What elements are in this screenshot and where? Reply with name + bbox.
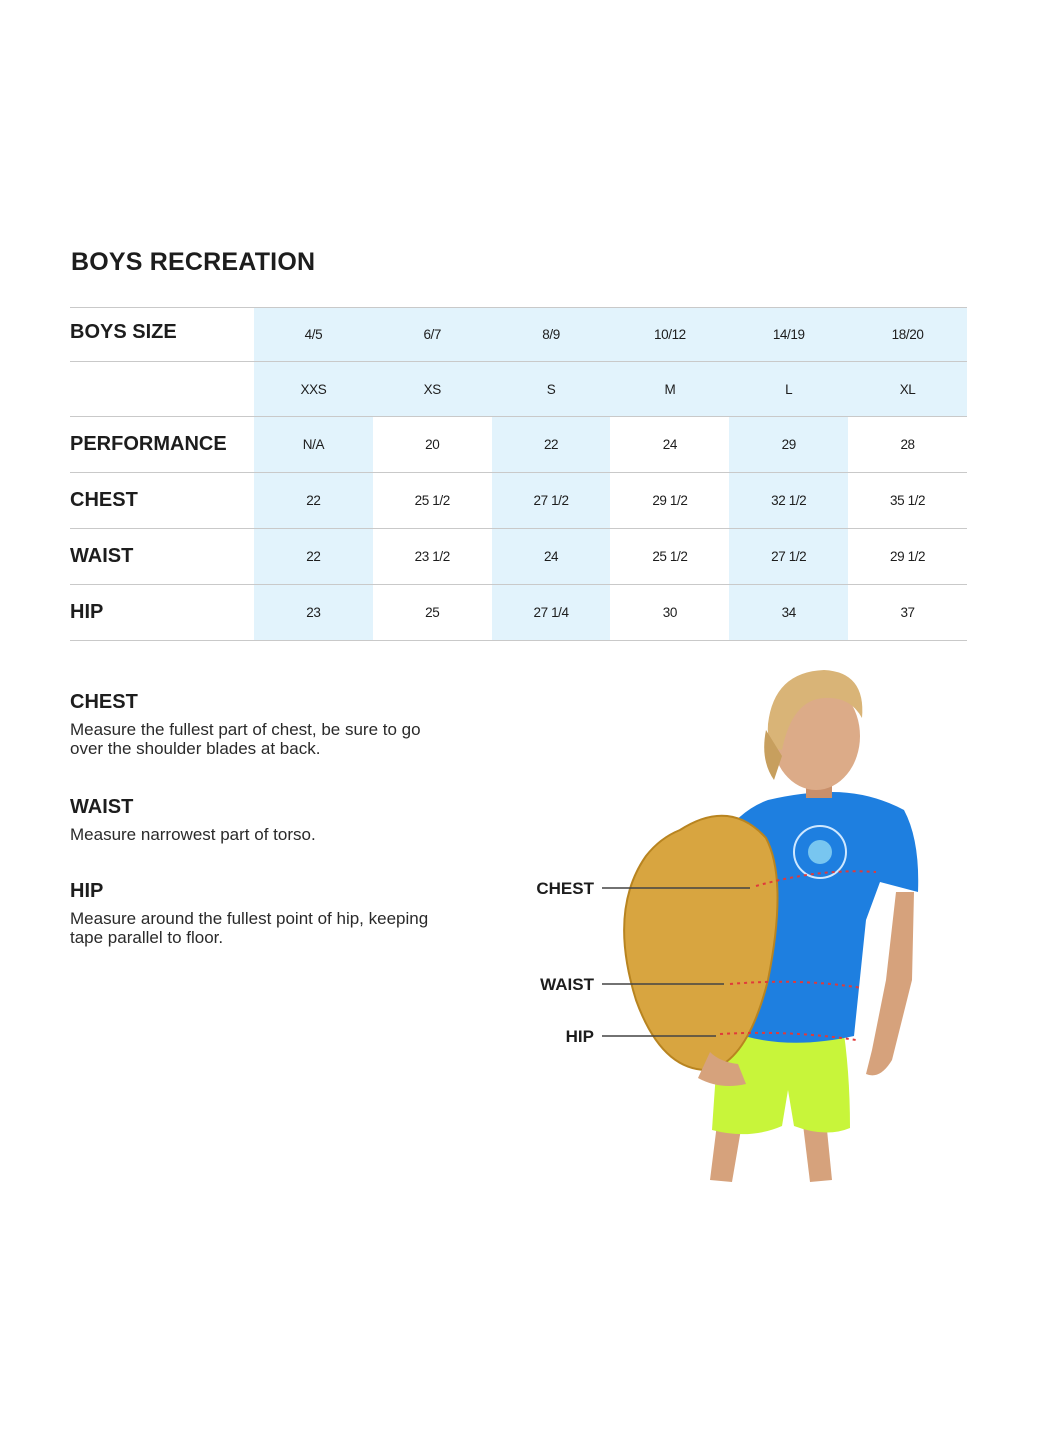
- size-chart-table: [70, 307, 967, 641]
- table-row-letter-size: [70, 362, 967, 417]
- letter-size-cell: XXS: [254, 362, 373, 417]
- table-cell: 22: [492, 417, 611, 473]
- model-figure: [520, 660, 960, 1190]
- table-cell: 37: [848, 585, 967, 641]
- letter-size-cell: M: [610, 362, 729, 417]
- table-cell: 27 1/4: [492, 585, 611, 641]
- table-cell: 34: [729, 585, 848, 641]
- letter-size-cell: L: [729, 362, 848, 417]
- row-label-chest: CHEST: [70, 473, 254, 529]
- table-cell: 24: [610, 417, 729, 473]
- table-cell: 27 1/2: [729, 529, 848, 585]
- size-cell: 14/19: [729, 308, 848, 362]
- table-cell: 27 1/2: [492, 473, 611, 529]
- table-row-waist: [70, 529, 967, 585]
- table-row-chest: [70, 473, 967, 529]
- size-cell: 8/9: [492, 308, 611, 362]
- table-cell: 24: [492, 529, 611, 585]
- guide-text-hip: Measure around the fullest point of hip, keeping tape parallel to floor.: [70, 909, 429, 947]
- table-cell: 25: [373, 585, 492, 641]
- table-cell: 22: [254, 529, 373, 585]
- table-cell: 20: [373, 417, 492, 473]
- table-cell: 29: [729, 417, 848, 473]
- table-cell: 25 1/2: [610, 529, 729, 585]
- guide-hip: [70, 880, 430, 947]
- table-cell: 23 1/2: [373, 529, 492, 585]
- guide-heading-hip: HIP: [70, 880, 104, 902]
- guide-chest: [70, 691, 430, 758]
- table-cell: 35 1/2: [848, 473, 967, 529]
- size-cell: 6/7: [373, 308, 492, 362]
- table-cell: 32 1/2: [729, 473, 848, 529]
- guide-text-chest: Measure the fullest part of chest, be sure to go over the shoulder blades at back.: [70, 720, 421, 758]
- boy-with-bodyboard-illustration: [520, 660, 960, 1190]
- table-row-performance: [70, 417, 967, 473]
- table-row-hip: [70, 585, 967, 641]
- table-cell: 29 1/2: [610, 473, 729, 529]
- measure-label-hip: HIP: [565, 1027, 594, 1046]
- size-cell: 18/20: [848, 308, 967, 362]
- table-cell: 23: [254, 585, 373, 641]
- row-label-performance: PERFORMANCE: [70, 417, 254, 473]
- guide-waist: [70, 796, 430, 844]
- letter-size-cell: XS: [373, 362, 492, 417]
- guide-heading-waist: WAIST: [70, 796, 134, 818]
- guide-heading-chest: CHEST: [70, 691, 138, 713]
- table-cell: 22: [254, 473, 373, 529]
- row-label-boys-size: BOYS SIZE: [70, 308, 254, 362]
- guide-text-waist: Measure narrowest part of torso.: [70, 825, 316, 844]
- measure-label-chest: CHEST: [536, 879, 594, 898]
- table-cell: N/A: [254, 417, 373, 473]
- size-cell: 4/5: [254, 308, 373, 362]
- table-cell: 30: [610, 585, 729, 641]
- measure-label-waist: WAIST: [540, 975, 594, 994]
- table-cell: 29 1/2: [848, 529, 967, 585]
- page-title: BOYS RECREATION: [71, 248, 316, 276]
- table-cell: 28: [848, 417, 967, 473]
- size-cell: 10/12: [610, 308, 729, 362]
- row-label-waist: WAIST: [70, 529, 254, 585]
- row-label-hip: HIP: [70, 585, 254, 641]
- letter-size-cell: S: [492, 362, 611, 417]
- row-label-empty: [70, 362, 254, 417]
- table-cell: 25 1/2: [373, 473, 492, 529]
- table-row-boys-size: [70, 308, 967, 362]
- letter-size-cell: XL: [848, 362, 967, 417]
